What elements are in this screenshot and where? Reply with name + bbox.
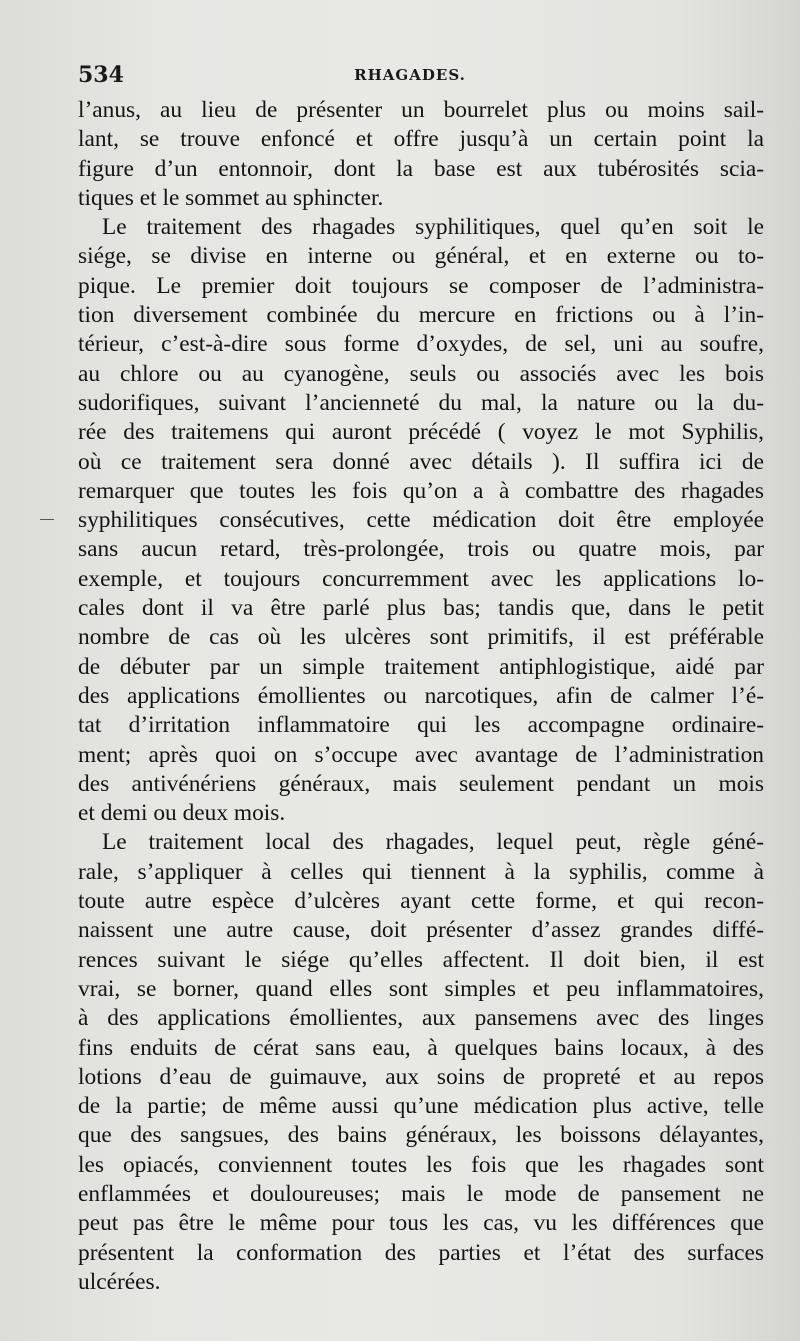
text-line: des applications émollientes ou narcotiques, afin de calmer l’é- bbox=[78, 682, 764, 709]
text-line: rale, s’appliquer à celles qui tiennent à la syphilis, comme à bbox=[78, 858, 764, 885]
text-line: siége, se divise en interne ou général, et en externe ou to- bbox=[78, 243, 764, 270]
text-line: enflammées et douloureuses; mais le mode de pansement ne bbox=[78, 1180, 764, 1207]
paragraph bbox=[78, 828, 764, 1297]
text-line: figure d’un entonnoir, dont la base est aux tubérosités scia- bbox=[78, 155, 764, 182]
text-line: syphilitiques consécutives, cette médication doit être employée bbox=[78, 507, 764, 534]
paragraph bbox=[78, 96, 764, 213]
text-line: sans aucun retard, très-prolongée, trois ou quatre mois, par bbox=[78, 536, 764, 563]
text-line: rences suivant le siége qu’elles affectent. Il doit bien, il est bbox=[78, 946, 764, 973]
text-line: des antivénériens généraux, mais seulement pendant un mois bbox=[78, 770, 764, 797]
running-head: RHAGADES. bbox=[354, 66, 466, 84]
text-line: toute autre espèce d’ulcères ayant cette forme, et qui recon- bbox=[78, 888, 764, 915]
text-line: peut pas être le même pour tous les cas, vu les différences que bbox=[78, 1210, 764, 1237]
text-line: pique. Le premier doit toujours se composer de l’administra- bbox=[78, 272, 764, 299]
text-line: l’anus, au lieu de présenter un bourrelet plus ou moins sail- bbox=[78, 97, 764, 123]
body-text bbox=[78, 96, 764, 1297]
page-number: 534 bbox=[78, 62, 124, 88]
page-header bbox=[78, 62, 742, 92]
text-line: rée des traitemens qui auront précédé ( voyez le mot Syphilis, bbox=[78, 419, 764, 446]
margin-mark bbox=[40, 519, 54, 520]
text-line: fins enduits de cérat sans eau, à quelques bains locaux, à des bbox=[78, 1034, 764, 1061]
text-line: vrai, se borner, quand elles sont simples et peu inflammatoires, bbox=[78, 975, 764, 1002]
text-line: sudorifiques, suivant l’ancienneté du mal, la nature ou la du- bbox=[78, 389, 764, 416]
text-line: au chlore ou au cyanogène, seuls ou associés avec les bois bbox=[78, 360, 764, 387]
text-line: que des sangsues, des bains généraux, les boissons délayantes, bbox=[78, 1122, 764, 1149]
text-line: remarquer que toutes les fois qu’on a à combattre des rhagades bbox=[78, 477, 764, 504]
text-line: tat d’irritation inflammatoire qui les accompagne ordinaire- bbox=[78, 712, 764, 739]
text-line: lant, se trouve enfoncé et offre jusqu’à un certain point la bbox=[78, 126, 764, 153]
text-line: térieur, c’est-à-dire sous forme d’oxydes, de sel, uni au soufre, bbox=[78, 331, 764, 358]
text-line: Le traitement des rhagades syphilitiques, quel qu’en soit le bbox=[102, 214, 764, 241]
text-line: lotions d’eau de guimauve, aux soins de propreté et au repos bbox=[78, 1063, 764, 1090]
text-line: nombre de cas où les ulcères sont primitifs, il est préférable bbox=[78, 624, 764, 651]
text-line: ment; après quoi on s’occupe avec avantage de l’administration bbox=[78, 741, 764, 768]
text-line: de la partie; de même aussi qu’une médication plus active, telle bbox=[78, 1093, 764, 1120]
text-line: tion diversement combinée du mercure en frictions ou à l’in- bbox=[78, 302, 764, 329]
text-line: ulcérées. bbox=[78, 1268, 161, 1295]
text-line: de débuter par un simple traitement antiphlogistique, aidé par bbox=[78, 653, 764, 680]
text-line: et demi ou deux mois. bbox=[78, 800, 286, 827]
text-line: exemple, et toujours concurremment avec les applications lo- bbox=[78, 565, 764, 592]
text-line: à des applications émollientes, aux pansemens avec des linges bbox=[78, 1005, 764, 1032]
text-line: tiques et le sommet au sphincter. bbox=[78, 184, 384, 211]
text-line: présentent la conformation des parties et l’état des surfaces bbox=[78, 1239, 764, 1266]
paragraph bbox=[78, 213, 764, 828]
text-line: cales dont il va être parlé plus bas; tandis que, dans le petit bbox=[78, 595, 764, 622]
text-line: naissent une autre cause, doit présenter d’assez grandes diffé- bbox=[78, 917, 764, 944]
text-line: Le traitement local des rhagades, lequel peut, règle géné- bbox=[102, 829, 764, 856]
text-line: où ce traitement sera donné avec détails ). Il suffira ici de bbox=[78, 448, 764, 475]
text-line: les opiacés, conviennent toutes les fois que les rhagades sont bbox=[78, 1151, 764, 1178]
